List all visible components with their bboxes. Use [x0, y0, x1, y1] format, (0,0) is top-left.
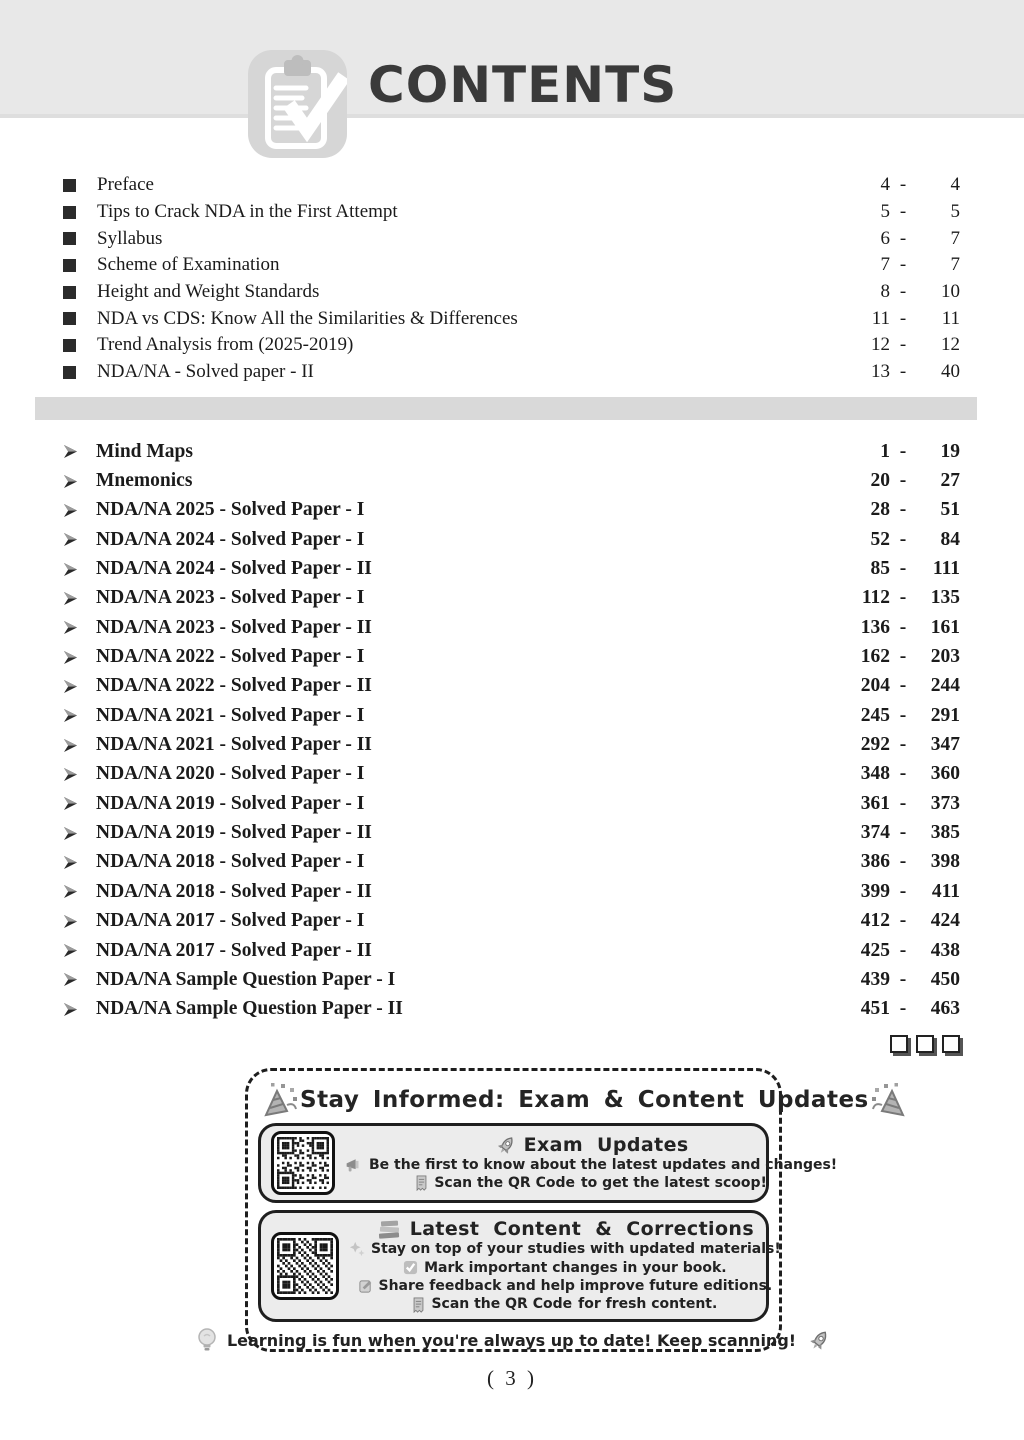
check-box-icon	[403, 1260, 418, 1275]
latest-content-qr-code	[271, 1232, 339, 1300]
latest-content-line	[349, 1277, 781, 1295]
scan-qr-rest-text: for fresh content.	[578, 1296, 718, 1313]
toc-row	[63, 877, 960, 906]
shadowed-square-icon	[942, 1035, 960, 1053]
toc-row	[63, 642, 960, 671]
stay-informed-box	[226, 1068, 869, 1352]
toc-item-label: NDA/NA 2017 - Solved Paper - II	[96, 939, 372, 961]
page-start: 6	[880, 227, 890, 249]
arrowhead-bullet-icon	[63, 651, 78, 664]
toc-row	[63, 359, 960, 386]
toc-item-label: NDA/NA 2017 - Solved Paper - I	[96, 910, 365, 932]
arrowhead-bullet-icon	[63, 533, 78, 546]
toc-item-label: Syllabus	[97, 227, 163, 249]
page-range	[846, 793, 960, 815]
page-range	[846, 529, 960, 551]
page-range	[846, 254, 960, 276]
page-start: 7	[880, 254, 890, 276]
toc-item-label: Height and Weight Standards	[97, 281, 320, 303]
page-range-dash: -	[899, 763, 907, 785]
exam-updates-card	[258, 1123, 838, 1203]
page-range-dash: -	[899, 254, 907, 276]
page-range	[846, 646, 960, 668]
page-end: 360	[930, 763, 960, 785]
toc-item-label: NDA/NA 2021 - Solved Paper - I	[96, 704, 365, 726]
page-title: CONTENTS	[368, 56, 678, 114]
papers-list	[63, 437, 960, 1024]
sparkles-icon	[349, 1241, 365, 1257]
latest-content-line-text: Mark important changes in your book.	[424, 1259, 727, 1276]
page-start: 112	[861, 587, 890, 609]
page-range-dash: -	[899, 851, 907, 873]
toc-row	[63, 848, 960, 877]
page-end: 463	[930, 998, 960, 1020]
toc-row	[63, 789, 960, 818]
section-divider	[35, 397, 977, 420]
page-start: 52	[870, 528, 890, 550]
page-range	[846, 822, 960, 844]
page-end: 438	[930, 939, 960, 961]
square-bullet-icon	[63, 366, 76, 379]
arrowhead-bullet-icon	[63, 504, 78, 517]
page-range-dash: -	[899, 646, 907, 668]
books-icon	[376, 1218, 402, 1240]
page-end: 7	[950, 254, 960, 276]
page-end: 12	[941, 334, 960, 356]
toc-item-label: Mnemonics	[96, 470, 193, 492]
toc-item-label: NDA/NA 2025 - Solved Paper - I	[96, 499, 365, 521]
page-end: 385	[930, 822, 960, 844]
arrowhead-bullet-icon	[63, 709, 78, 722]
page-range-dash: -	[899, 822, 907, 844]
toc-item-label: Preface	[97, 174, 154, 196]
latest-content-line	[349, 1240, 781, 1258]
page-end: 424	[930, 910, 960, 932]
page-end: 347	[930, 734, 960, 756]
page-start: 292	[860, 734, 890, 756]
page-range	[846, 558, 960, 580]
shadowed-square-icon	[916, 1035, 934, 1053]
receipt-icon	[412, 1297, 425, 1313]
page-range	[846, 470, 960, 492]
toc-row	[63, 672, 960, 701]
scan-qr-bold-text: Scan the QR Code	[434, 1175, 575, 1191]
page-range-dash: -	[899, 307, 907, 329]
toc-row	[63, 936, 960, 965]
page-end: 244	[930, 675, 960, 697]
square-bullet-icon	[63, 259, 76, 272]
page-range-dash: -	[899, 281, 907, 303]
exam-updates-qr-code	[271, 1131, 335, 1195]
page-number: ( 3 )	[487, 1366, 537, 1390]
page-end: 411	[931, 880, 960, 902]
toc-row	[63, 172, 960, 199]
page-start: 439	[860, 968, 890, 990]
page-range-dash: -	[899, 201, 907, 223]
page-end: 11	[941, 307, 960, 329]
page-range	[846, 499, 960, 521]
page-range	[846, 851, 960, 873]
page-end: 51	[940, 499, 960, 521]
page-range	[846, 998, 960, 1020]
page-start: 4	[880, 174, 890, 196]
toc-row	[63, 225, 960, 252]
arrowhead-bullet-icon	[63, 680, 78, 693]
page-start: 11	[871, 307, 890, 329]
page-range	[846, 174, 960, 196]
page-range	[846, 969, 960, 991]
page-range-dash: -	[899, 616, 907, 638]
clipboard-check-icon	[248, 50, 347, 158]
toc-item-label: Tips to Crack NDA in the First Attempt	[97, 201, 398, 223]
page-range	[846, 705, 960, 727]
page-range	[846, 334, 960, 356]
page-range-dash: -	[899, 470, 907, 492]
page-end: 203	[930, 646, 960, 668]
toc-item-label: Scheme of Examination	[97, 254, 280, 276]
page-range	[846, 734, 960, 756]
arrowhead-bullet-icon	[63, 739, 78, 752]
latest-content-line-text: Share feedback and help improve future editions.	[378, 1278, 773, 1294]
square-bullet-icon	[63, 286, 76, 299]
party-popper-icon	[869, 1080, 909, 1120]
page-end: 450	[930, 968, 960, 990]
megaphone-icon	[345, 1157, 363, 1173]
page-end: 135	[930, 587, 960, 609]
square-bullet-icon	[63, 179, 76, 192]
toc-item-label: NDA/NA 2018 - Solved Paper - II	[96, 880, 372, 902]
page-start: 425	[860, 939, 890, 961]
page-range	[846, 940, 960, 962]
page-end: 10	[941, 281, 960, 303]
page-range-dash: -	[899, 499, 907, 521]
page-start: 204	[860, 675, 890, 697]
arrowhead-bullet-icon	[63, 768, 78, 781]
page-end: 40	[941, 361, 960, 383]
page-range-dash: -	[899, 704, 907, 726]
toc-row	[63, 496, 960, 525]
page-end: 161	[930, 616, 960, 638]
page-end: 4	[950, 174, 960, 196]
scan-qr-bold-text: Scan the QR Code	[431, 1296, 573, 1313]
arrowhead-bullet-icon	[63, 445, 78, 458]
page-range	[846, 228, 960, 250]
arrowhead-bullet-icon	[63, 827, 78, 840]
arrowhead-bullet-icon	[63, 973, 78, 986]
page-start: 13	[871, 361, 890, 383]
toc-item-label: NDA vs CDS: Know All the Similarities & Differences	[97, 307, 518, 329]
page-range-dash: -	[899, 528, 907, 550]
page-end: 291	[930, 704, 960, 726]
page-range-dash: -	[899, 998, 907, 1020]
page-start: 361	[860, 792, 890, 814]
toc-item-label: NDA/NA Sample Question Paper - II	[96, 998, 403, 1020]
page-start: 12	[871, 334, 890, 356]
page-start: 5	[880, 201, 890, 223]
square-bullet-icon	[63, 339, 76, 352]
toc-item-label: NDA/NA 2021 - Solved Paper - II	[96, 734, 372, 756]
page-start: 136	[860, 616, 890, 638]
page-range-dash: -	[899, 440, 907, 462]
page-range-dash: -	[899, 361, 907, 383]
page-range	[846, 587, 960, 609]
toc-item-label: NDA/NA 2023 - Solved Paper - I	[96, 587, 365, 609]
stay-informed-footer	[226, 1327, 797, 1353]
exam-updates-scan-line	[345, 1174, 837, 1192]
page-end: 398	[930, 851, 960, 873]
toc-row	[63, 199, 960, 226]
shadowed-squares-icon	[890, 1035, 960, 1053]
page-end: 27	[940, 470, 960, 492]
toc-row	[63, 305, 960, 332]
page-range	[846, 763, 960, 785]
toc-row	[63, 818, 960, 847]
stay-informed-header	[258, 1077, 869, 1123]
page-range	[846, 201, 960, 223]
latest-content-line	[349, 1259, 781, 1277]
page-range-dash: -	[899, 227, 907, 249]
arrowhead-bullet-icon	[63, 563, 78, 576]
page-start: 245	[860, 704, 890, 726]
page-end: 19	[940, 440, 960, 462]
toc-item-label: NDA/NA 2020 - Solved Paper - I	[96, 763, 365, 785]
page-start: 28	[870, 499, 890, 521]
page-end: 111	[932, 558, 960, 580]
page-range	[846, 308, 960, 330]
page-start: 348	[860, 763, 890, 785]
toc-row	[63, 995, 960, 1024]
toc-item-label: NDA/NA 2024 - Solved Paper - II	[96, 558, 372, 580]
page-range	[846, 675, 960, 697]
arrowhead-bullet-icon	[63, 797, 78, 810]
toc-item-label: Trend Analysis from (2025-2019)	[97, 334, 354, 356]
page-end: 84	[940, 528, 960, 550]
page-start: 412	[860, 910, 890, 932]
arrowhead-bullet-icon	[63, 944, 78, 957]
latest-content-card	[258, 1210, 781, 1322]
square-bullet-icon	[63, 232, 76, 245]
toc-item-label: NDA/NA 2019 - Solved Paper - I	[96, 792, 365, 814]
receipt-icon	[415, 1175, 428, 1191]
page-range-dash: -	[899, 174, 907, 196]
toc-row	[63, 279, 960, 306]
toc-row	[63, 332, 960, 359]
rocket-icon	[801, 1323, 835, 1357]
page-end: 7	[950, 227, 960, 249]
arrowhead-bullet-icon	[63, 475, 78, 488]
page-range-dash: -	[899, 334, 907, 356]
toc-item-label: NDA/NA 2018 - Solved Paper - I	[96, 851, 365, 873]
page-end: 373	[930, 792, 960, 814]
page-range	[846, 281, 960, 303]
page-start: 374	[860, 822, 890, 844]
toc-row	[63, 907, 960, 936]
toc-item-label: Mind Maps	[96, 440, 193, 462]
stay-informed-title: Stay Informed: Exam & Content Updates	[300, 1087, 869, 1113]
toc-row	[63, 466, 960, 495]
arrowhead-bullet-icon	[63, 885, 78, 898]
page-range-dash: -	[899, 734, 907, 756]
page-range-dash: -	[899, 792, 907, 814]
toc-item-label: NDA/NA 2022 - Solved Paper - I	[96, 646, 365, 668]
arrowhead-bullet-icon	[63, 856, 78, 869]
arrowhead-bullet-icon	[63, 621, 78, 634]
square-bullet-icon	[63, 312, 76, 325]
arrowhead-bullet-icon	[63, 1003, 78, 1016]
toc-row	[63, 701, 960, 730]
page-start: 451	[860, 998, 890, 1020]
page-end: 5	[950, 201, 960, 223]
arrowhead-bullet-icon	[63, 915, 78, 928]
page-range	[846, 361, 960, 383]
shadowed-square-icon	[890, 1035, 908, 1053]
toc-item-label: NDA/NA 2019 - Solved Paper - II	[96, 822, 372, 844]
page-start: 20	[870, 470, 890, 492]
page-range-dash: -	[899, 939, 907, 961]
exam-updates-title-row	[345, 1134, 837, 1156]
latest-content-line-text: Stay on top of your studies with updated materials!	[371, 1241, 781, 1258]
party-popper-icon	[260, 1080, 300, 1120]
page-range-dash: -	[899, 910, 907, 932]
page-range-dash: -	[899, 968, 907, 990]
lightbulb-icon	[197, 1327, 217, 1353]
page-range-dash: -	[899, 880, 907, 902]
page-start: 162	[860, 646, 890, 668]
memo-pencil-icon	[358, 1279, 373, 1294]
page-range-dash: -	[899, 587, 907, 609]
page-start: 386	[860, 851, 890, 873]
page-range	[846, 441, 960, 463]
latest-content-scan-line	[349, 1295, 781, 1313]
toc-item-label: NDA/NA - Solved paper - II	[97, 361, 314, 383]
toc-row	[63, 525, 960, 554]
toc-row	[63, 584, 960, 613]
page-start: 85	[870, 558, 890, 580]
stay-informed-footer-text: Learning is fun when you're always up to date! Keep scanning!	[226, 1330, 797, 1350]
exam-updates-title: Exam Updates	[523, 1133, 689, 1156]
latest-content-title-row	[349, 1218, 781, 1240]
page-range-dash: -	[899, 558, 907, 580]
toc-item-label: NDA/NA Sample Question Paper - I	[96, 968, 396, 990]
page-range	[846, 910, 960, 932]
toc-item-label: NDA/NA 2023 - Solved Paper - II	[96, 616, 372, 638]
toc-item-label: NDA/NA 2022 - Solved Paper - II	[96, 675, 372, 697]
page-start: 399	[860, 880, 890, 902]
exam-updates-line	[345, 1156, 837, 1174]
toc-row	[63, 437, 960, 466]
toc-row	[63, 760, 960, 789]
latest-content-title: Latest Content & Corrections	[409, 1218, 755, 1241]
page-start: 1	[880, 440, 890, 462]
toc-row	[63, 965, 960, 994]
toc-row	[63, 554, 960, 583]
page-range	[846, 881, 960, 903]
exam-updates-line-text: Be the first to know about the latest updates and changes!	[369, 1156, 838, 1173]
toc-row	[63, 730, 960, 759]
scan-qr-rest-text: to get the latest scoop!	[580, 1175, 767, 1191]
arrowhead-bullet-icon	[63, 592, 78, 605]
page-range	[846, 617, 960, 639]
front-matter-list	[63, 172, 960, 386]
toc-row	[63, 252, 960, 279]
toc-row	[63, 613, 960, 642]
toc-item-label: NDA/NA 2024 - Solved Paper - I	[96, 528, 365, 550]
square-bullet-icon	[63, 206, 76, 219]
page-range-dash: -	[899, 675, 907, 697]
page-start: 8	[880, 281, 890, 303]
